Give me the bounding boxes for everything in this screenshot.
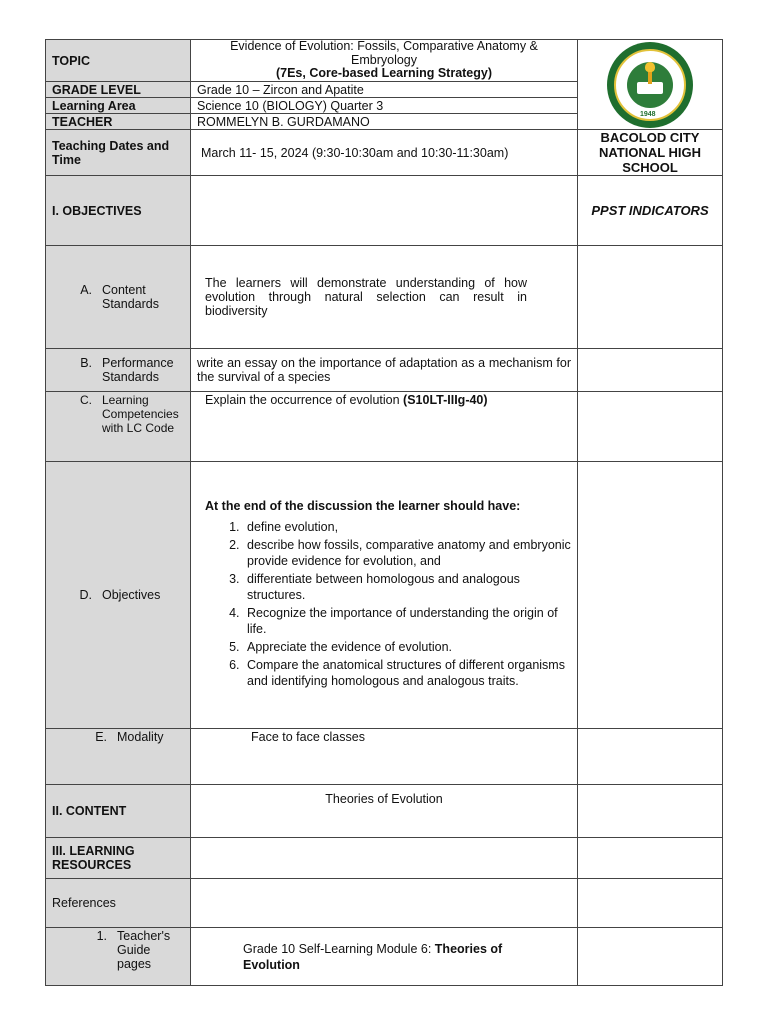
references-blank <box>191 879 578 928</box>
objectives-intro: At the end of the discussion the learner should have: <box>205 499 521 513</box>
school-seal-cell <box>578 40 723 130</box>
content-ppst <box>578 785 723 838</box>
content-heading: II. CONTENT <box>46 785 191 838</box>
objectives-heading: I. OBJECTIVES <box>46 176 191 246</box>
lesson-plan-table <box>45 39 723 986</box>
objectives-label: D. Objectives <box>46 462 191 729</box>
modality-ppst <box>578 729 723 785</box>
lesson-plan-document <box>45 39 722 986</box>
learning-resources-heading: III. LEARNING RESOURCES <box>46 838 191 879</box>
teachers-guide-label: 1. Teacher's Guide pages <box>46 928 191 986</box>
learning-area-label: Learning Area <box>46 98 191 114</box>
teachers-guide-ppst <box>578 928 723 986</box>
objectives-ppst <box>578 462 723 729</box>
objective-item: 2. describe how fossils, comparative anatomy and embryonic provide evidence for evolution, and <box>243 537 571 569</box>
content-text: Theories of Evolution <box>191 785 578 838</box>
ppst-indicators-heading: PPST INDICATORS <box>578 176 723 246</box>
learning-resources-blank <box>191 838 578 879</box>
objectives-list <box>205 519 571 689</box>
performance-standards-text: write an essay on the importance of adaptation as a mechanism for the survival of a species <box>191 349 578 392</box>
lc-code: (S10LT-IIIg-40) <box>403 393 488 407</box>
objective-item: 3. differentiate between homologous and analogous structures. <box>243 571 571 603</box>
objective-item: 5. Appreciate the evidence of evolution. <box>243 639 571 655</box>
school-name: BACOLOD CITY NATIONAL HIGH SCHOOL <box>578 130 723 176</box>
teacher-label: TEACHER <box>46 114 191 130</box>
grade-level-value: Grade 10 – Zircon and Apatite <box>191 82 578 98</box>
teacher-value: ROMMELYN B. GURDAMANO <box>191 114 578 130</box>
content-standards-label: A. Content Standards <box>46 246 191 349</box>
grade-level-label: GRADE LEVEL <box>46 82 191 98</box>
learning-competencies-ppst <box>578 392 723 462</box>
teaching-dates-value: March 11- 15, 2024 (9:30-10:30am and 10:30-11:30am) <box>191 130 578 176</box>
objective-item: 1. define evolution, <box>243 519 571 535</box>
learning-competencies-text: Explain the occurrence of evolution (S10LT-IIIg-40) <box>191 392 578 462</box>
objective-item: 6. Compare the anatomical structures of different organisms and identifying homologous and analogous traits. <box>243 657 571 689</box>
learning-competencies-label: C. Learning Competencies with LC Code <box>46 392 191 462</box>
performance-standards-label: B. Performance Standards <box>46 349 191 392</box>
teaching-dates-label: Teaching Dates and Time <box>46 130 191 176</box>
topic-label: TOPIC <box>46 40 191 82</box>
teachers-guide-text: Grade 10 Self-Learning Module 6: Theories of Evolution <box>191 928 578 986</box>
content-standards-text: The learners will demonstrate understanding of how evolution through natural selection can result in biodiversity <box>191 246 578 349</box>
performance-standards-ppst <box>578 349 723 392</box>
learning-area-value: Science 10 (BIOLOGY) Quarter 3 <box>191 98 578 114</box>
objective-item: 4. Recognize the importance of understanding the origin of life. <box>243 605 571 637</box>
references-label: References <box>46 879 191 928</box>
topic-value: Evidence of Evolution: Fossils, Comparative Anatomy & Embryology (7Es, Core-based Learning Strategy) <box>191 40 578 82</box>
objectives-list-cell <box>191 462 578 729</box>
references-ppst <box>578 879 723 928</box>
school-seal-logo: 1948 <box>607 42 693 128</box>
content-standards-ppst <box>578 246 723 349</box>
learning-resources-ppst <box>578 838 723 879</box>
objectives-heading-blank <box>191 176 578 246</box>
modality-label: E. Modality <box>46 729 191 785</box>
modality-text: Face to face classes <box>191 729 578 785</box>
